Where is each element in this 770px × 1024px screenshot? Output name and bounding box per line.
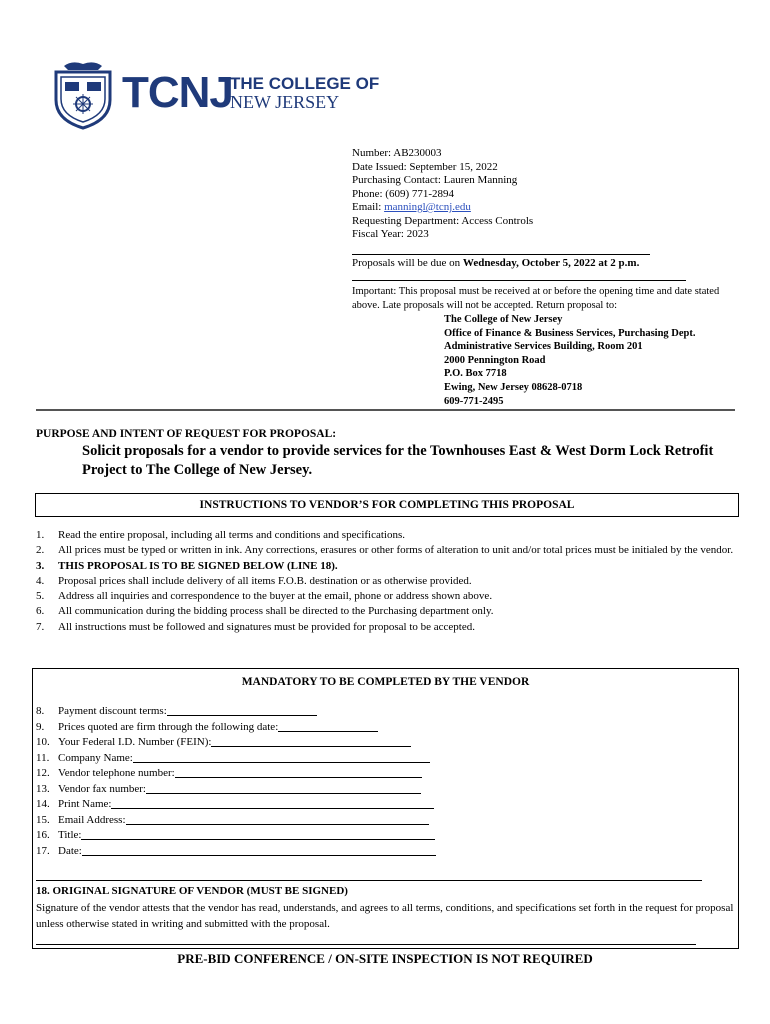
contact-email-row xyxy=(352,201,533,215)
item-number: 4. xyxy=(36,574,45,587)
item-text: Proposal prices shall include delivery of all items F.O.B. destination or as otherwise provided. xyxy=(58,574,472,587)
mandatory-vendor-box xyxy=(32,668,739,949)
item-number: 6. xyxy=(36,605,45,618)
date-blank[interactable] xyxy=(82,844,436,856)
instructions-list xyxy=(36,528,736,635)
item-number: 3. xyxy=(36,559,45,572)
vendor-field-row xyxy=(36,766,736,782)
list-item xyxy=(36,543,736,558)
address-line: Ewing, New Jersey 08628-0718 xyxy=(444,381,583,393)
field-label: Company Name: xyxy=(58,751,133,764)
important-notice: Important: This proposal must be received at or before the opening time and date stated above. Late proposals will not be accepted. Return proposal to: xyxy=(352,286,720,311)
due-date-notice xyxy=(352,257,639,269)
vendor-field-row xyxy=(36,720,736,736)
title-blank[interactable] xyxy=(81,828,435,840)
address-line: 609-771-2495 xyxy=(444,395,504,407)
field-label: Vendor telephone number: xyxy=(58,767,175,779)
item-number: 5. xyxy=(36,590,45,603)
field-label: Your Federal I.D. Number (FEIN): xyxy=(58,736,212,748)
field-number: 15. xyxy=(36,813,50,826)
item-text: THIS PROPOSAL IS TO BE SIGNED BELOW (LINE 18). xyxy=(58,559,338,572)
vendor-field-row xyxy=(36,782,736,798)
firm-date-blank[interactable] xyxy=(278,720,378,732)
divider xyxy=(352,254,650,255)
fax-blank[interactable] xyxy=(146,782,421,794)
item-text: Address all inquiries and correspondence to the buyer at the email, phone or address shown above. xyxy=(58,590,493,603)
item-number: 7. xyxy=(36,620,45,633)
list-item xyxy=(36,604,736,619)
signature-heading: 18. ORIGINAL SIGNATURE OF VENDOR (MUST BE SIGNED) xyxy=(36,885,348,897)
section-divider xyxy=(36,409,735,411)
mandatory-heading: MANDATORY TO BE COMPLETED BY THE VENDOR xyxy=(241,676,530,688)
vendor-field-row xyxy=(36,751,736,767)
item-text: Read the entire proposal, including all terms and conditions and specifications. xyxy=(58,529,406,541)
field-label: Date: xyxy=(58,844,82,857)
proposal-number: Number: AB230003 xyxy=(352,147,442,159)
email-link[interactable]: manningl@tcnj.edu xyxy=(384,201,471,213)
address-line: The College of New Jersey xyxy=(444,314,563,325)
item-text: All instructions must be followed and signatures must be provided for proposal to be accepted. xyxy=(58,620,475,633)
logo-line2: NEW JERSEY xyxy=(230,92,340,112)
address-line: Administrative Services Building, Room 201 xyxy=(444,341,643,353)
fein-blank[interactable] xyxy=(211,735,411,747)
print-name-blank[interactable] xyxy=(111,797,434,809)
vendor-field-row xyxy=(36,813,736,829)
field-label: Prices quoted are firm through the following date: xyxy=(58,720,279,733)
company-name-blank[interactable] xyxy=(133,751,430,763)
item-number: 2. xyxy=(36,544,45,557)
list-item xyxy=(36,559,736,574)
list-item xyxy=(36,528,736,543)
vendor-field-row xyxy=(36,797,736,813)
requesting-department: Requesting Department: Access Controls xyxy=(352,214,534,227)
address-line: 2000 Pennington Road xyxy=(444,354,546,366)
email-blank[interactable] xyxy=(126,813,429,825)
field-number: 8. xyxy=(36,705,45,717)
field-number: 9. xyxy=(36,720,45,733)
instructions-heading-box xyxy=(35,493,739,517)
fiscal-year: Fiscal Year: 2023 xyxy=(352,228,429,240)
field-label: Print Name: xyxy=(58,798,112,810)
vendor-field-row xyxy=(36,704,736,720)
field-label: Email Address: xyxy=(58,813,126,826)
vendor-field-row xyxy=(36,735,736,751)
field-number: 17. xyxy=(36,844,50,857)
payment-terms-blank[interactable] xyxy=(167,704,317,716)
field-number: 11. xyxy=(36,751,50,764)
purpose-text: Solicit proposals for a vendor to provide services for the Townhouses East & West Dorm Lock Retrofit Project to The College of New Jersey. xyxy=(82,443,714,478)
field-label: Payment discount terms: xyxy=(58,705,167,717)
due-prefix: Proposals will be due on xyxy=(352,257,463,269)
vendor-fields xyxy=(36,704,736,859)
field-label: Title: xyxy=(58,829,82,841)
list-item xyxy=(36,589,736,604)
telephone-blank[interactable] xyxy=(175,766,422,778)
purchasing-contact: Purchasing Contact: Lauren Manning xyxy=(352,174,518,186)
field-number: 14. xyxy=(36,798,50,810)
field-number: 16. xyxy=(36,829,50,841)
field-number: 12. xyxy=(36,767,50,779)
date-issued: Date Issued: September 15, 2022 xyxy=(352,160,498,173)
contact-phone: Phone: (609) 771-2894 xyxy=(352,187,455,200)
prebid-notice: PRE-BID CONFERENCE / ON-SITE INSPECTION IS NOT REQUIRED xyxy=(177,951,593,966)
divider xyxy=(352,280,686,281)
divider xyxy=(36,944,696,945)
email-label: Email: xyxy=(352,201,385,213)
due-date: Wednesday, October 5, 2022 at 2 p.m. xyxy=(462,257,640,269)
field-number: 10. xyxy=(36,736,50,748)
vendor-field-row xyxy=(36,828,736,844)
item-text: All communication during the bidding process shall be directed to the Purchasing department only. xyxy=(58,605,494,618)
logo-line1: THE COLLEGE OF xyxy=(230,74,380,93)
signature-line[interactable] xyxy=(36,880,702,881)
proposal-info xyxy=(352,147,533,242)
logo-abbreviation: TCNJ xyxy=(122,68,233,117)
signature-attestation: Signature of the vendor attests that the vendor has read, understands, and agrees to all terms, conditions, and specifications set forth in the request for proposal unless otherwise stated in writing and submitted with the proposal. xyxy=(36,902,734,930)
field-number: 13. xyxy=(36,782,50,795)
address-line: P.O. Box 7718 xyxy=(444,368,507,380)
return-address xyxy=(444,313,696,408)
item-number: 1. xyxy=(36,529,45,541)
college-seal-logo xyxy=(52,60,114,130)
instructions-heading: INSTRUCTIONS TO VENDOR’S FOR COMPLETING THIS PROPOSAL xyxy=(199,499,575,511)
address-line: Office of Finance & Business Services, Purchasing Dept. xyxy=(444,327,696,339)
vendor-field-row xyxy=(36,844,736,860)
item-text: All prices must be typed or written in ink. Any corrections, erasures or other forms of alteration to unit and/or total prices must be initialed by the vendor. xyxy=(58,544,734,557)
list-item xyxy=(36,620,736,635)
field-label: Vendor fax number: xyxy=(58,782,146,795)
purpose-heading: PURPOSE AND INTENT OF REQUEST FOR PROPOSAL: xyxy=(36,428,337,440)
list-item xyxy=(36,574,736,589)
